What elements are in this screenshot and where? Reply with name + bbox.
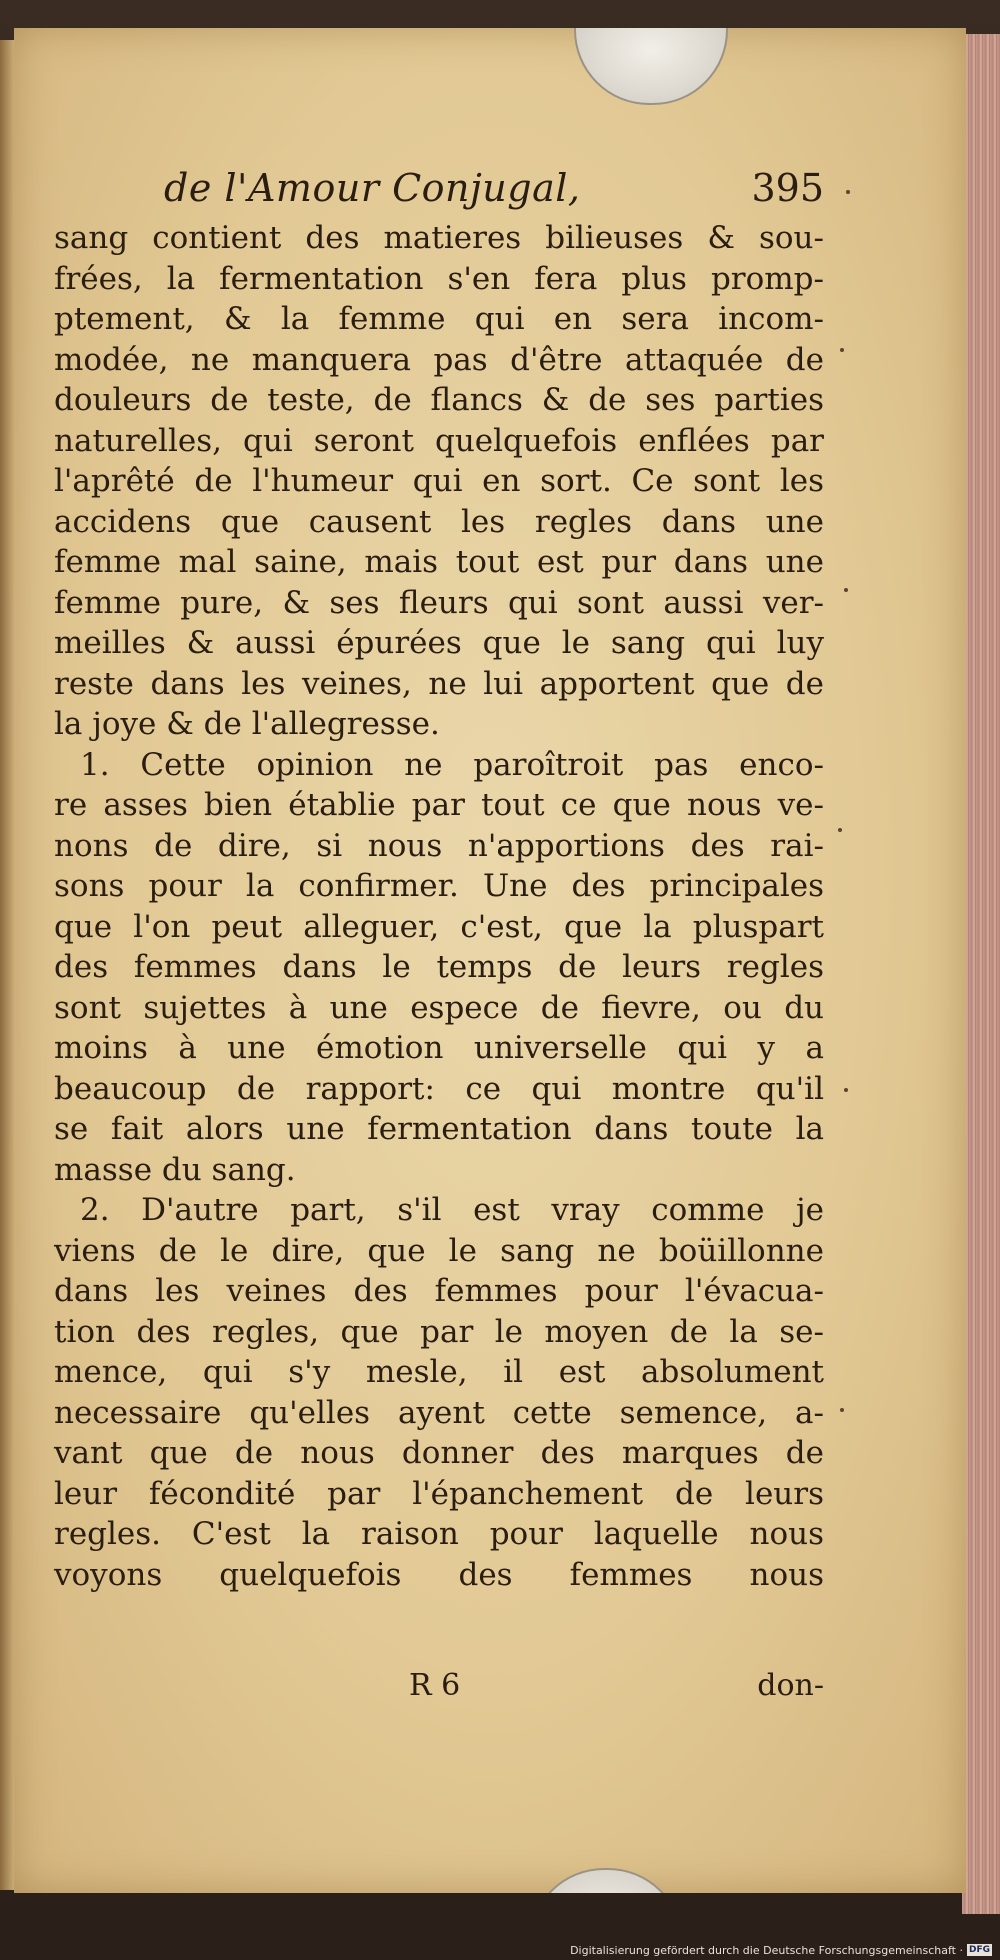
text-line: 2. D'autre part, s'il est vray comme je	[80, 1192, 824, 1228]
text-line: modée, ne manquera pas d'être attaquée de	[54, 341, 824, 378]
text-line: reste dans les veines, ne lui apportent que de	[54, 665, 824, 702]
margin-speck	[846, 190, 850, 194]
text-line: frées, la fermentation s'en fera plus promp-	[54, 260, 824, 297]
text-line: des femmes dans le temps de leurs regles	[54, 949, 824, 985]
margin-speck	[840, 1408, 844, 1412]
text-line: femme pure, & ses fleurs qui sont aussi ver-	[54, 584, 824, 621]
text-line: beaucoup de rapport: ce qui montre qu'il	[54, 1070, 824, 1107]
text-line: vant que de nous donner des marques de	[54, 1435, 824, 1471]
text-line: masse du sang.	[54, 1151, 296, 1188]
book-page	[14, 28, 966, 1893]
text-line: accidens que causent les regles dans une	[54, 503, 824, 540]
text-line: que l'on peut alleguer, c'est, que la pluspart	[54, 908, 824, 945]
text-line: sont sujettes à une espece de fievre, ou du	[54, 989, 824, 1026]
margin-speck	[844, 588, 848, 592]
text-line: ptement, & la femme qui en sera incom-	[54, 301, 824, 337]
margin-speck	[838, 828, 842, 832]
page-edge-left	[0, 40, 14, 1890]
text-line: mence, qui s'y mesle, il est absolument	[54, 1354, 824, 1390]
margin-speck	[844, 1088, 848, 1092]
catchword: don-	[757, 1668, 824, 1703]
digitization-credit	[570, 1942, 992, 1958]
text-line: l'aprêté de l'humeur qui en sort. Ce sont les	[54, 463, 824, 499]
text-line: nons de dire, si nous n'apportions des rai-	[54, 827, 824, 864]
text-line: re asses bien établie par tout ce que nous ve-	[54, 787, 824, 823]
text-line: douleurs de teste, de flancs & de ses parties	[54, 382, 824, 418]
signature-mark: R 6	[409, 1668, 461, 1703]
text-line: voyons quelquefois des femmes nous	[54, 1556, 824, 1593]
text-line: tion des regles, que par le moyen de la se-	[54, 1313, 824, 1350]
text-line: dans les veines des femmes pour l'évacua-	[54, 1273, 824, 1309]
running-head	[164, 166, 824, 216]
dfg-logo: DFG	[968, 1945, 990, 1955]
text-line: naturelles, qui seront quelquefois enflées par	[54, 422, 824, 459]
page-clip-top	[574, 28, 728, 105]
text-line: sons pour la confirmer. Une des principales	[54, 868, 824, 904]
text-line: la joye & de l'allegresse.	[54, 706, 440, 742]
text-line: necessaire qu'elles ayent cette semence, a-	[54, 1394, 824, 1431]
page-edge-right	[962, 34, 1000, 1914]
page-number: 395	[751, 166, 824, 210]
text-line: regles. C'est la raison pour laquelle nous	[54, 1516, 824, 1552]
margin-speck	[840, 348, 844, 352]
text-line: meilles & aussi épurées que le sang qui luy	[54, 625, 824, 661]
running-head-title: de l'Amour Conjugal,	[164, 166, 581, 210]
body-text	[54, 218, 824, 1595]
text-line: sang contient des matieres bilieuses & sou-	[54, 220, 824, 256]
text-line: se fait alors une fermentation dans toute la	[54, 1111, 824, 1147]
text-line: viens de le dire, que le sang ne boüillonne	[54, 1232, 824, 1269]
credit-text: Digitalisierung gefördert durch die Deutsche Forschungsgemeinschaft ·	[570, 1943, 963, 1957]
text-line: moins à une émotion universelle qui y a	[54, 1030, 824, 1066]
text-line: femme mal saine, mais tout est pur dans une	[54, 544, 824, 580]
text-line: leur fécondité par l'épanchement de leurs	[54, 1475, 824, 1512]
page-clip-bottom	[529, 1868, 683, 1893]
page-footer	[54, 1668, 824, 1712]
text-line: 1. Cette opinion ne paroîtroit pas enco-	[80, 746, 824, 783]
